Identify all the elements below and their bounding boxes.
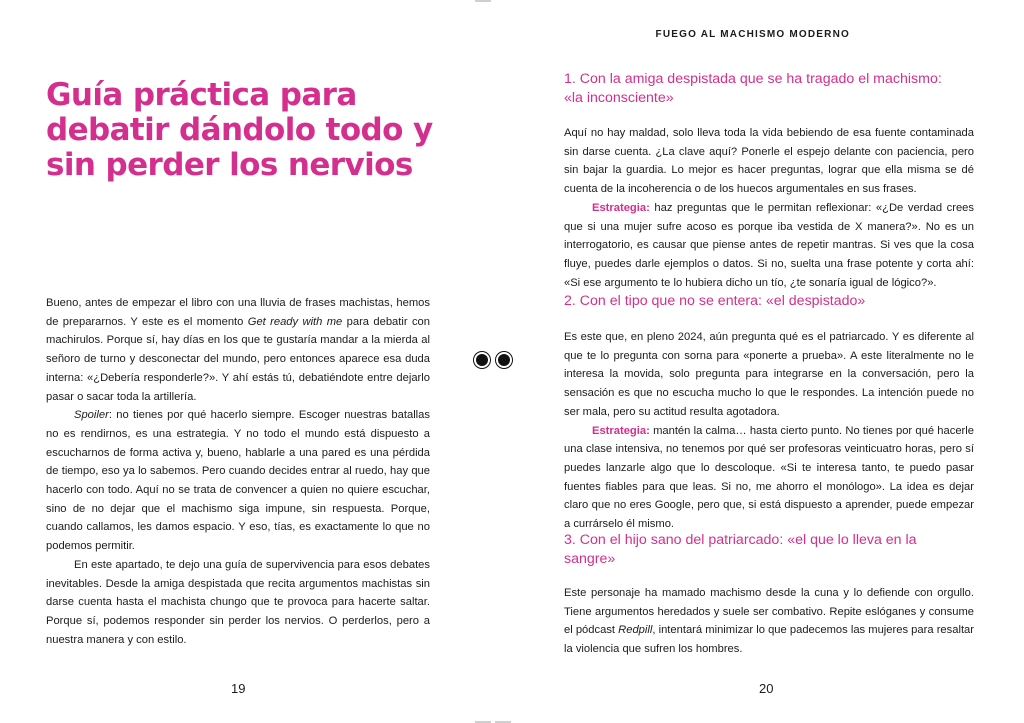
left-page bbox=[0, 0, 490, 723]
chapter-title: Guía práctica para debatir dándolo todo y sin perder los nervios bbox=[46, 77, 433, 183]
section-body bbox=[564, 584, 974, 659]
section-body bbox=[564, 124, 974, 292]
paragraph: Bueno, antes de empezar el libro con una lluvia de frases machistas, hemos de prepararnos. Y este es el momento Get ready with me para debatir con machirulos. Porque sí, hay días en los que te gustaría mandar a la mierda al señoro de turno y desconectar del mundo, pero entonces aparece esa duda interna: «¿Debería responderle?». Y ahí estás tú, debatiéndote entre dejarlo pasar o sacar toda la artillería. bbox=[46, 297, 430, 403]
section-body bbox=[564, 328, 974, 534]
section-heading: 2. Con el tipo que no se entera: «el despistado» bbox=[564, 293, 866, 309]
left-body bbox=[46, 294, 430, 649]
paragraph: Aquí no hay maldad, solo lleva toda la vida bebiendo de esa fuente contaminada sin darse cuenta. ¿La clave aquí? Ponerle el espejo delante con paciencia, pero sin bajar la guardia. Lo mejor es hacer preguntas, lograr que ella misma se dé cuenta de la incoherencia o de los huecos argumentales en sus frases. bbox=[564, 127, 974, 196]
page-number: 19 bbox=[231, 681, 246, 696]
strategy-paragraph: Estrategia: mantén la calma… hasta cierto punto. No tienes por qué hacerle una clase intensiva, no tenemos por qué ser profesoras veinticuatro horas, pero sí puedes lanzarle algo que lo descoloque. «Si te interesa tanto, te puedo pasar fuentes fiables para que leas. Si no, me ahorro el monólogo». La idea es dejar claro que no eres Google, pero que, si está dispuesto a aprender, puede empezar a currárselo él mismo. bbox=[564, 424, 974, 531]
paragraph: En este apartado, te dejo una guía de supervivencia para esos debates inevitables. Desde la amiga despistada que recita argumentos machistas sin darse cuenta hasta el machista chungo que te provoca para hacerte saltar. Porque sí, podemos responder sin perder los nervios. O perderlos, pero a nuestra manera y con estilo. bbox=[46, 558, 430, 646]
section-heading: 1. Con la amiga despistada que se ha tragado el machismo: «la inconsciente» bbox=[564, 71, 942, 106]
section-heading: 3. Con el hijo sano del patriarcado: «el que lo lleva en la sangre» bbox=[564, 532, 917, 567]
strategy-paragraph: Estrategia: haz preguntas que le permitan reflexionar: «¿De verdad crees que si una mujer sufre acoso es porque iba vestida de X manera?». No es un interrogatorio, es causar que piense antes de repetir mantras. Si ves que la cosa fluye, puedes darle ejemplos o datos. Si no, suelta una frase potente y corta ahí: «Si ese argumento te lo hubiera dicho un tío, ¿te sonaría igual de lógico?». bbox=[564, 201, 974, 289]
strategy-label: Estrategia: bbox=[592, 424, 650, 437]
paragraph: Spoiler: no tienes por qué hacerlo siempre. Escoger nuestras batallas no es rendirnos, es una estrategia. Y no todo el mundo está dispuesto a escucharnos de forma activa y, bueno, hablarle a una pared es una pérdida de tiempo, eso ya lo sabemos. Pero cuando decides entrar al ruedo, hay que hacerlo con todo. Aquí no se trata de convencer a quien no quiere escuchar, sino de no dejar que el machismo siga impune, sin respuesta. Porque, cuando callamos, les damos espacio. Y eso, tías, es exactamente lo que no podemos permitir. bbox=[46, 409, 430, 553]
paragraph: Es este que, en pleno 2024, aún pregunta qué es el patriarcado. Y es diferente al que te lo pregunta con sorna para «ponerte a prueba». A este literalmente no le interesa la movida, solo pregunta para integrarse en la conversación, pero la sensación es que no escucha mucho lo que le respondes. La intención puede no ser mala, pero su actitud resulta agotadora. bbox=[564, 331, 974, 418]
registration-mark-icon bbox=[476, 354, 488, 366]
right-page bbox=[490, 0, 1024, 723]
strategy-label: Estrategia: bbox=[592, 201, 650, 214]
page-number: 20 bbox=[759, 681, 774, 696]
running-head: FUEGO AL MACHISMO MODERNO bbox=[655, 29, 850, 40]
paragraph: Este personaje ha mamado machismo desde la cuna y lo defiende con orgullo. Tiene argumentos heredados y suele ser combativo. Repite eslóganes y consume el pódcast Redpill, intentará minimizar lo que padecemos las mujeres para resaltar la violencia que sufren los hombres. bbox=[564, 587, 975, 656]
